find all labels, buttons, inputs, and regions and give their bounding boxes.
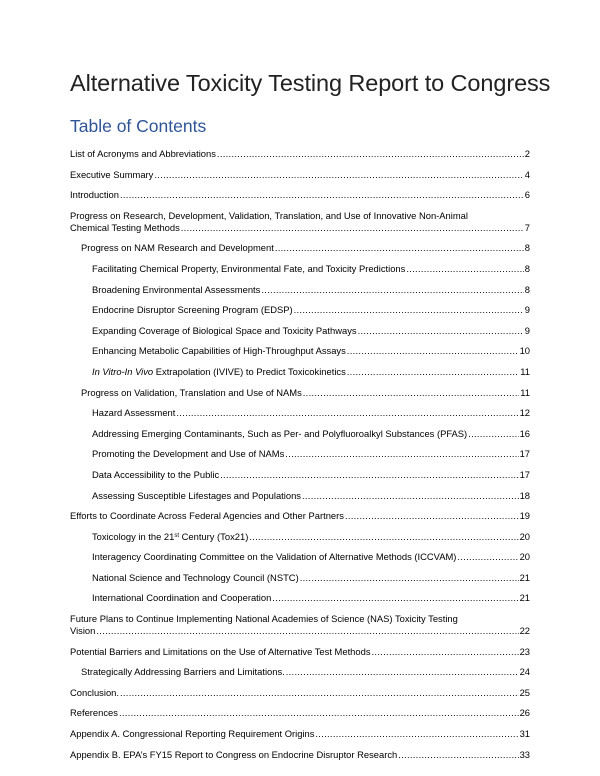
toc-leader-dots [286,666,519,678]
toc-leader-dots [300,572,519,584]
toc-entry-title: Addressing Emerging Contaminants, Such as Per- and Polyfluoroalkyl Substances (PFAS) [92,427,468,439]
toc-entry-nam-rd[interactable] [70,242,530,254]
toc-page-number: 8 [524,262,530,274]
toc-page-number: 20 [519,551,530,563]
toc-entry-susceptible-lifestages[interactable] [70,490,530,502]
toc-leader-dots [345,510,519,522]
toc-page-number: 8 [524,283,530,295]
toc-page-number: 6 [524,189,530,201]
toc-entry-title: Introduction [70,189,119,201]
toc-entry-validation-translation[interactable] [70,387,530,399]
toc-page-number: 16 [519,427,530,439]
toc-page-number: 12 [519,407,530,419]
toc-entry-title: Progress on Validation, Translation and Use of NAMs [81,386,302,398]
toc-entry-title: Potential Barriers and Limitations on the Use of Alternative Test Methods [70,645,371,657]
toc-entry-acronyms[interactable] [70,148,530,160]
toc-entry-environmental-assessments[interactable] [70,284,530,296]
toc-entry-tox21[interactable] [70,531,530,543]
toc-entry-promoting-nams[interactable] [70,448,530,460]
toc-leader-dots [96,625,518,637]
toc-leader-dots [119,707,519,719]
toc-entry-title-line2: Chemical Testing Methods [70,221,180,233]
toc-entry-references[interactable] [70,707,530,719]
document-title: Alternative Toxicity Testing Report to Congress [70,70,551,96]
toc-entry-title [92,366,347,378]
toc-leader-dots [294,304,524,316]
toc-entry-data-accessibility[interactable] [70,469,530,481]
toc-entry-title: Expanding Coverage of Biological Space and Toxicity Pathways [92,324,357,336]
toc-entry-title: Executive Summary [70,168,154,180]
toc-leader-dots [261,284,523,296]
toc-entry-edsp[interactable] [70,304,530,316]
toc-entry-chemical-property[interactable] [70,263,530,275]
toc-page-number: 21 [519,571,530,583]
toc-leader-dots [120,189,524,201]
toc-leader-dots [468,428,518,440]
toc-entry-iccvam[interactable] [70,551,530,563]
toc-leader-dots [302,490,519,502]
toc-entry-title [92,531,249,543]
toc-page-number: 9 [524,304,530,316]
toc-entry-nstc[interactable] [70,572,530,584]
toc-page-number: 20 [519,530,530,542]
toc-entry-international[interactable] [70,592,530,604]
toc-entry-title: Appendix B. EPA’s FY15 Report to Congress on Endocrine Disruptor Research [70,748,398,760]
toc-page-number: 24 [519,666,530,678]
toc-leader-dots [358,325,524,337]
toc-page-number: 8 [524,242,530,254]
toc-page-number: 17 [519,468,530,480]
toc-entry-future-plans[interactable] [70,613,530,637]
toc-entry-title: National Science and Technology Council (NSTC) [92,571,299,583]
toc-page-number: 26 [519,707,530,719]
toc-entry-title: Data Accessibility to the Public [92,468,220,480]
toc-entry-biological-space[interactable] [70,325,530,337]
toc-leader-dots [285,448,518,460]
toc-entry-title-line1: Future Plans to Continue Implementing National Academies of Science (NAS) Toxicity Testing [70,613,458,625]
toc-leader-dots [347,366,519,378]
toc-entry-title: Facilitating Chemical Property, Environmental Fate, and Toxicity Predictions [92,262,406,274]
toc-page-number: 31 [519,728,530,740]
toc-entry-pfas[interactable] [70,428,530,440]
toc-entry-appendix-b[interactable] [70,749,530,761]
toc-leader-dots [249,531,518,543]
toc-page-number: 25 [519,686,530,698]
toc-entry-ivive[interactable] [70,366,530,378]
toc-leader-dots [275,242,524,254]
toc-entry-executive-summary[interactable] [70,169,530,181]
table-of-contents [70,148,530,761]
toc-page-number: 4 [524,168,530,180]
toc-heading: Table of Contents [70,116,207,136]
toc-entry-title: Assessing Susceptible Lifestages and Populations [92,489,301,501]
toc-leader-dots [372,646,519,658]
toc-entry-title-line1: Progress on Research, Development, Validation, Translation, and Use of Innovative Non-Animal [70,209,468,221]
toc-entry-title-rest: Extrapolation (IVIVE) to Predict Toxicokinetics [153,365,346,377]
toc-page-number: 9 [524,324,530,336]
toc-page-number: 23 [519,645,530,657]
toc-page-number: 7 [524,221,530,233]
toc-leader-dots [181,222,524,234]
toc-page-number: 19 [519,510,530,522]
toc-entry-title: Conclusion. [70,686,119,698]
toc-entry-title: List of Acronyms and Abbreviations [70,148,216,159]
toc-page-number: 11 [520,365,530,377]
toc-leader-dots [347,345,519,357]
toc-leader-dots [220,469,518,481]
toc-entry-hazard-assessment[interactable] [70,407,530,419]
toc-leader-dots [176,407,518,419]
toc-page-number: 33 [519,748,530,760]
toc-leader-dots [457,551,518,563]
toc-page-number: 21 [519,592,530,604]
toc-leader-dots [406,263,523,275]
toc-leader-dots [120,687,519,699]
toc-entry-title: Appendix A. Congressional Reporting Requirement Origins [70,728,315,740]
toc-entry-title-line2: Vision [70,625,96,637]
toc-entry-title-italic: In Vitro-In Vivo [92,365,154,377]
toc-entry-appendix-a[interactable] [70,728,530,740]
toc-leader-dots [303,387,519,399]
toc-page-number: 11 [520,386,530,398]
toc-entry-title: Efforts to Coordinate Across Federal Agencies and Other Partners [70,510,344,522]
toc-entry-title: Progress on NAM Research and Development [81,242,274,254]
toc-entry-barriers[interactable] [70,646,530,658]
toc-leader-dots [315,728,518,740]
toc-entry-title: International Coordination and Cooperation [92,592,272,604]
toc-leader-dots [154,169,523,181]
toc-entry-addressing-barriers[interactable] [70,666,530,678]
toc-entry-title: Broadening Environmental Assessments [92,283,261,295]
toc-entry-title-pre: Toxicology in the 21 [92,530,175,542]
toc-entry-progress-research[interactable] [70,210,530,234]
toc-entry-title: Endocrine Disruptor Screening Program (EDSP) [92,304,293,316]
toc-entry-title-sup: st [174,532,180,539]
toc-leader-dots [272,592,518,604]
toc-entry-metabolic-capabilities[interactable] [70,345,530,357]
toc-entry-title: Hazard Assessment [92,407,176,419]
toc-entry-title: Enhancing Metabolic Capabilities of High-Throughput Assays [92,345,346,357]
toc-leader-dots [217,148,524,160]
toc-leader-dots [398,749,518,761]
toc-page-number: 2 [524,148,530,159]
toc-entry-title: Strategically Addressing Barriers and Limitations. [81,666,285,678]
toc-page-number: 10 [519,345,530,357]
toc-entry-title: Interagency Coordinating Committee on the Validation of Alternative Methods (ICCVAM) [92,551,457,563]
toc-page-number: 18 [519,489,530,501]
toc-page-number: 22 [519,625,530,637]
toc-entry-conclusion[interactable] [70,687,530,699]
toc-entry-introduction[interactable] [70,189,530,201]
toc-entry-coordination[interactable] [70,510,530,522]
toc-page-number: 17 [519,448,530,460]
toc-entry-title: Promoting the Development and Use of NAMs [92,448,285,460]
toc-entry-title: References [70,707,118,719]
toc-entry-title-post: Century (Tox21) [179,530,249,542]
